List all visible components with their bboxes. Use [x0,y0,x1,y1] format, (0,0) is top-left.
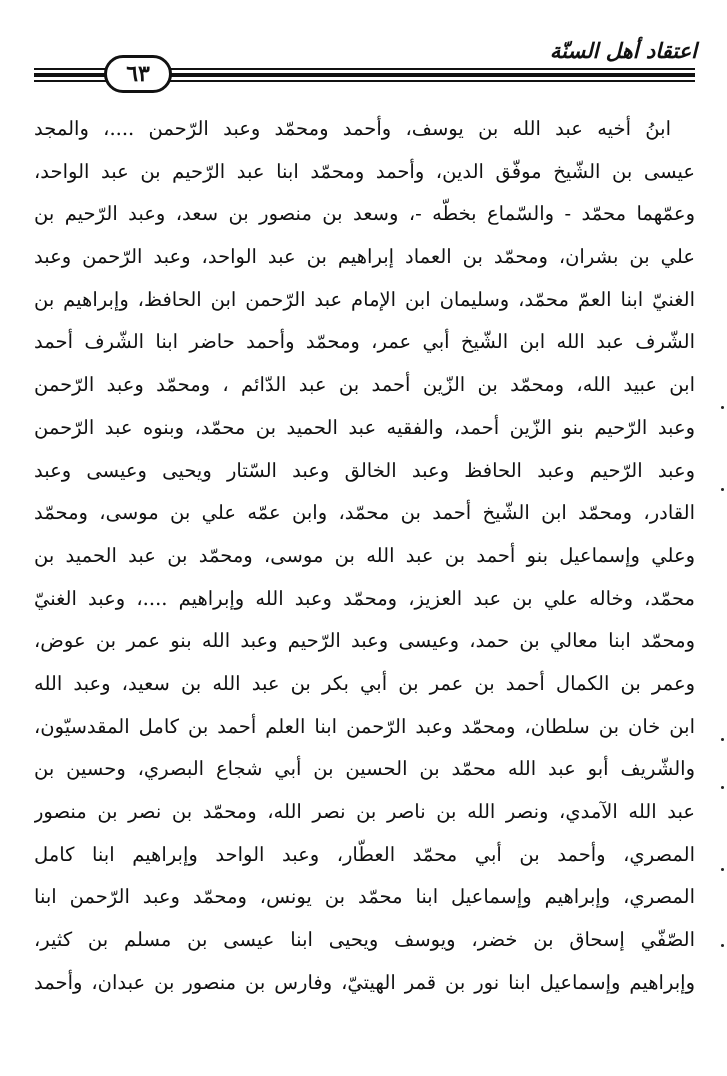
page-body [34,108,695,1004]
text-line: وعبد الرّحيم وعبد الحافظ وعبد الخالق وعبد السّتار ويحيى وعيسى وعبد [34,458,695,482]
running-header-title: اعتقاد أهل السنّة [549,38,697,63]
text-line: ابن خان بن سلطان، ومحمّد وعبد الرّحمن ابنا العلم أحمد بن كامل المقدسيّون، [34,714,695,738]
text-line: عبد الله الآمدي، ونصر الله بن ناصر بن نصر الله، ومحمّد بن نصر بن منصور [34,800,695,823]
text-line: وإبراهيم وإسماعيل ابنا نور بن قمر الهيتيّ، وفارس بن منصور بن عبدان، وأحمد [34,970,695,994]
text-line: علي بن بشران، ومحمّد بن العماد إبراهيم بن عبد الواحد، وعبد الرّحمن وعبد [34,245,695,269]
margin-mark [721,786,724,789]
margin-mark [721,738,724,741]
page-number-badge [104,55,172,93]
margin-mark [721,488,724,491]
text-line: الشّرف عبد الله ابن الشّيخ أبي عمر، ومحمّد وأحمد حاضر ابنا الشّرف أحمد [34,330,695,354]
text-line: محمّد، وخاله علي بن عبد العزيز، ومحمّد وعبد الله وإبراهيم ....، وعبد الغنيّ [34,586,695,610]
text-line: عيسى بن الشّيخ موفّق الدين، وأحمد ومحمّد ابنا عبد الرّحيم بن عبد الواحد، [34,159,695,183]
text-line: وعمر بن الكمال أحمد بن عمر بن أبي بكر بن عبد الله بن سعيد، وعبد الله [34,671,695,695]
text-line: ومحمّد ابنا معالي بن حمد، وعيسى وعبد الرّحيم وعبد الله بنو عمر بن عوض، [34,629,695,653]
text-line: وعلي وإسماعيل بنو أحمد بن عبد الله بن موسى، ومحمّد بن عبد الحميد بن [34,543,695,567]
text-line: الصّفّي إسحاق بن خضر، ويوسف ويحيى ابنا عيسى بن مسلم بن كثير، [34,928,695,952]
margin-mark [721,406,724,409]
text-line: الغنيّ ابنا العمّ محمّد، وسليمان ابن الإمام عبد الرّحمن ابن الحافظ، وإبراهيم بن [34,287,695,311]
margin-mark [721,944,724,947]
page-number: ٦٣ [126,61,150,87]
text-line: المصري، وإبراهيم وإسماعيل ابنا محمّد بن يونس، ومحمّد وعبد الرّحمن ابنا [34,885,695,909]
text-line: ابن عبيد الله، ومحمّد بن الزّين أحمد بن عبد الدّائم ، ومحمّد وعبد الرّحمن [34,373,695,397]
margin-mark [721,868,724,871]
text-line: المصري، وأحمد بن أبي محمّد العطّار، وعبد الواحد وإبراهيم ابنا كامل [34,842,695,866]
text-line: والشّريف أبو عبد الله محمّد بن الحسين بن أبي شجاع البصري، وحسين بن [34,757,695,781]
text-line: وعبد الرّحيم بنو الزّين أحمد، والفقيه عبد الحميد بن محمّد، وبنوه عبد الرّحمن [34,415,695,439]
text-line: ابنُ أخيه عبد الله بن يوسف، وأحمد ومحمّد وعبد الرّحمن ....، والمجد [34,117,671,140]
text-line: وعمّهما محمّد - والسّماع بخطّه -، وسعد بن منصور بن سعد، وعبد الرّحيم بن [34,202,695,226]
text-line: القادر، ومحمّد ابن الشّيخ أحمد بن محمّد، وابن عمّه علي بن موسى، ومحمّد [34,501,695,525]
